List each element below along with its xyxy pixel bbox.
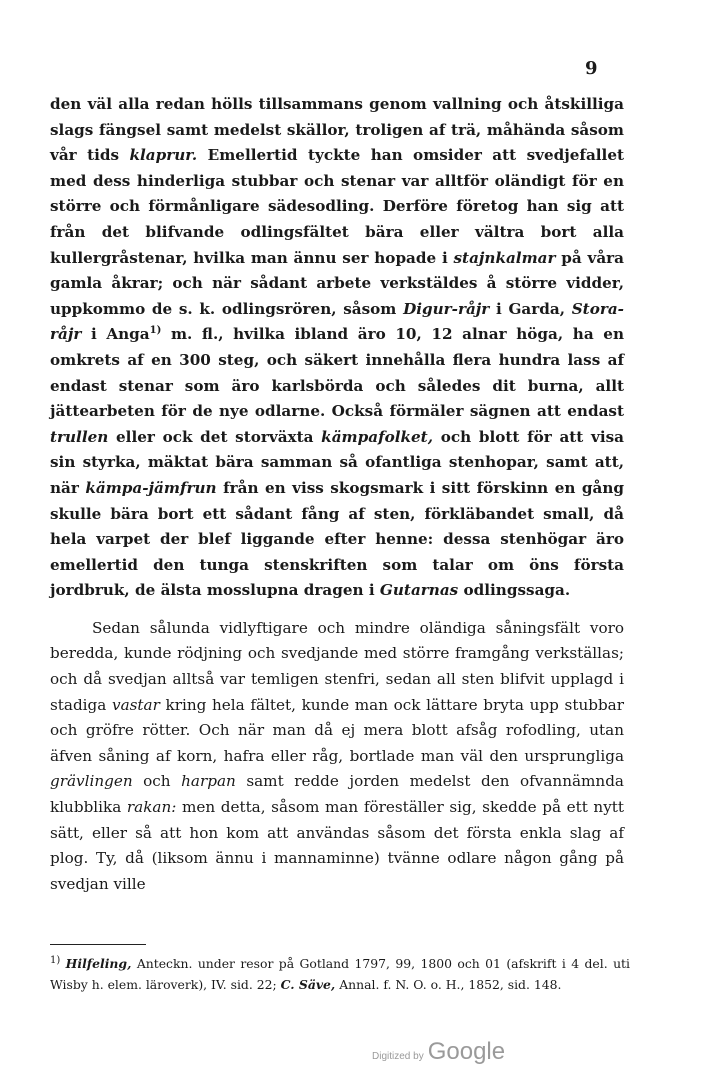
watermark-prefix: Digitized by: [372, 1051, 424, 1062]
text-run: på våra gamla åkrar; och när sådant arbete verkstäldes å större vidder, uppkommo de s. k. odlingsrören, såsom: [50, 248, 625, 318]
footnote-divider: [50, 944, 146, 945]
text-run: och: [132, 772, 182, 791]
text-run: m. fl., hvilka ibland äro 10, 12 alnar höga, ha en omkrets af en 300 steg, och säkert innehålla flera hundra lass af endast stenar som äro karlsbörda och således dit burna, allt jättearbeten för de nye odlarne. Också förmäler sägnen att endast: [50, 325, 624, 421]
page-number: 9: [585, 58, 598, 79]
footnote-author: Hilfeling,: [65, 956, 132, 971]
italic-term: kämpa-jämfrun: [85, 478, 217, 497]
italic-term: Stora-råjr: [50, 299, 624, 344]
text-run: men detta, såsom man föreställer sig, skedde på ett nytt sätt, eller så att hon kom att användas såsom det första enkla slag af plog. Ty, då (liksom ännu i mannaminne) tvänne odlare någon gång på svedjan ville: [50, 798, 624, 893]
footnote: [50, 954, 630, 995]
google-logo: Google: [427, 1038, 506, 1065]
footnote-author: C. Säve,: [280, 976, 336, 992]
footnote-marker: 1): [50, 954, 61, 966]
digitized-watermark: [372, 1038, 505, 1066]
italic-term: trullen: [50, 427, 109, 446]
paragraph-2: [50, 616, 624, 898]
text-run: Anteckn. under resor på Gotland 1797, 99, 1800 och 01 (afskrift i 4 del. uti Wisby h. elem. läroverk), IV. sid. 22;: [50, 956, 630, 992]
italic-term: Digur-råjr: [403, 299, 490, 318]
italic-term: kämpafolket,: [321, 427, 433, 446]
text-run: och blott för att visa sin styrka, mäktat bära samman så ofantliga stenhopar, samt att, när: [50, 427, 624, 497]
paragraph-1: [50, 92, 624, 604]
text-run: Emellertid tyckte han omsider att svedjefallet med dess hinderliga stubbar och stenar var alltför oländigt för en större och förmånligare sädesodling. Derföre företog han sig att från det blifvande odlingsfältet bära eller vältra bort alla kullergråstenar, hvilka man ännu ser hopade i: [50, 146, 625, 267]
italic-term: Gutarnas: [379, 581, 459, 600]
italic-term: vastar: [111, 695, 160, 714]
text-run: odlingssaga.: [458, 581, 571, 600]
italic-term: rakan:: [126, 798, 177, 817]
body-text: [50, 92, 624, 897]
italic-term: grävlingen: [50, 772, 133, 791]
italic-term: klaprur.: [129, 146, 198, 165]
italic-term: stajnkalmar: [453, 248, 556, 267]
text-run: Annal. f. N. O. o. H., 1852, sid. 148.: [335, 976, 562, 992]
text-run: samt redde jorden medelst den ofvannämnda klubblika: [50, 772, 624, 817]
text-run: Sedan sålunda vidlyftigare och mindre oländiga såningsfält voro beredda, kunde rödjning och svedjande med större framgång verkställas; och då svedjan alltså var temligen stenfri, sedan all sten blifvit upplagd i stadiga: [50, 618, 624, 714]
text-run: eller ock det storväxta: [108, 427, 322, 446]
italic-term: harpan: [181, 772, 236, 791]
text-run: den väl alla redan hölls tillsammans genom vallning och åtskilliga slags fängsel samt medelst skällor, troligen af trä, måhända såsom vår tids: [50, 95, 624, 165]
footnote-ref: 1): [149, 325, 162, 337]
text-run: i Garda,: [489, 299, 572, 318]
text-run: kring hela fältet, kunde man ock lättare bryta upp stubbar och gröfre rötter. Och när man då ej mera blott afsåg rofodling, utan äfven såning af korn, hafra eller råg, bortlade man väl den ursprungliga: [50, 695, 624, 765]
text-run: i Anga: [81, 325, 150, 344]
text-run: från en viss skogsmark i sitt förskinn en gång skulle bära bort ett sådant fång af sten, förkläbandet small, då hela varpet der blef liggande efter henne: dessa stenhögar äro emellertid den tunga stenskriften som talar om öns första jordbruk, de älsta mosslupna dragen i: [50, 478, 624, 600]
